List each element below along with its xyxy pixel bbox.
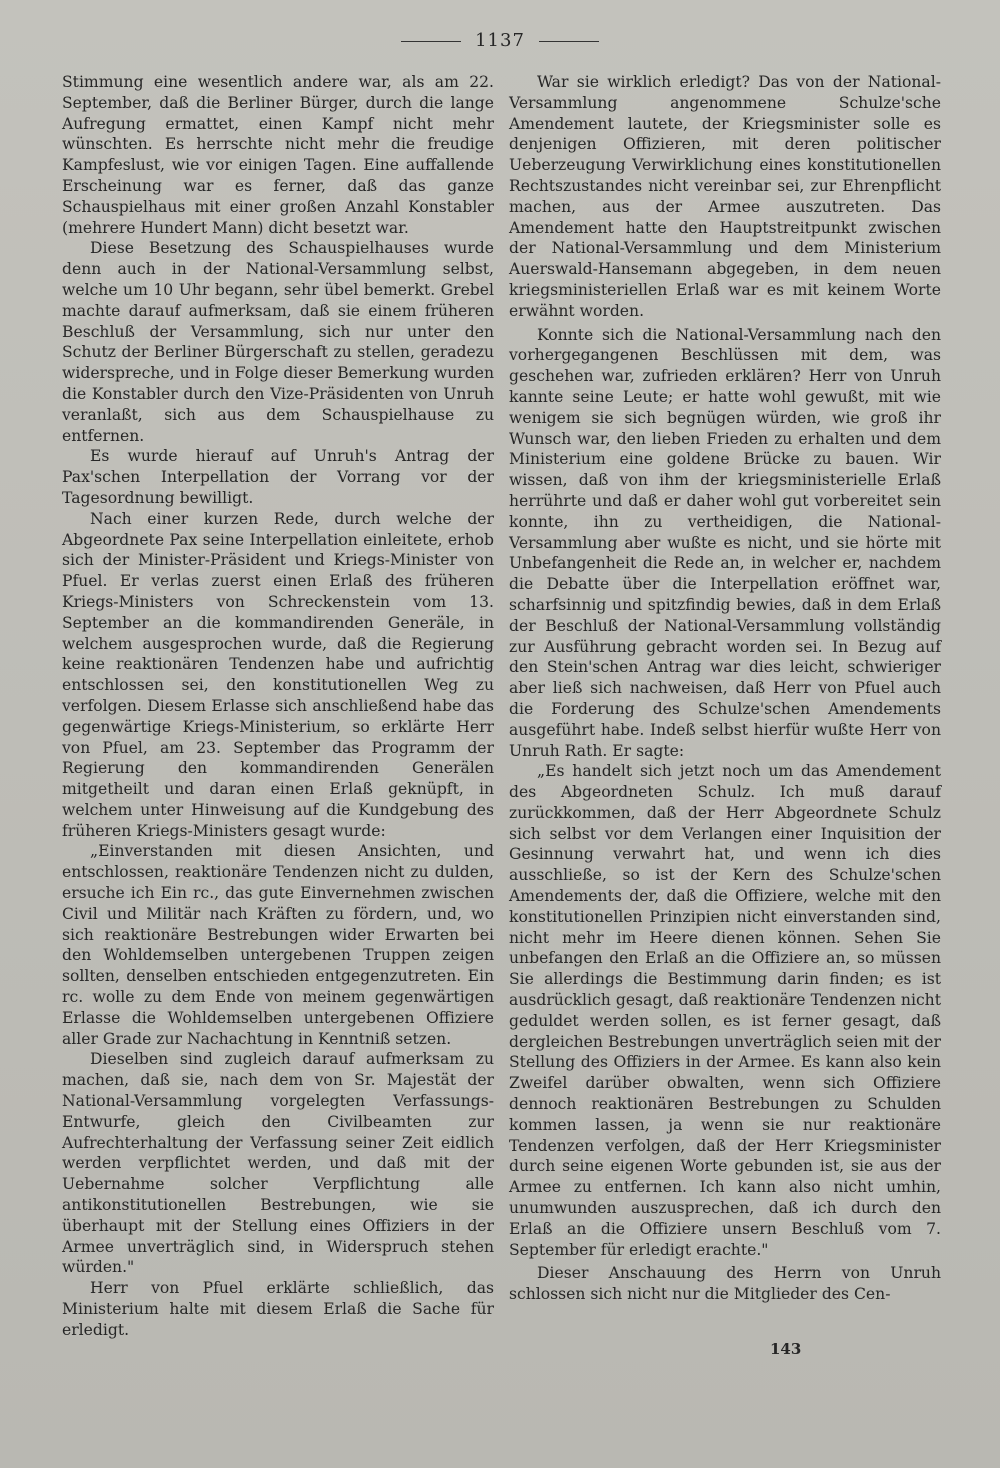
quoted-paragraph: „Es handelt sich jetzt noch um das Amendement des Abgeordneten Schulz. Ich muß darauf zurückkommen, daß der Herr Abgeordnete Schulz sich selbst vor dem Verlangen einer Inquisition der Gesinnung verwahrt hat, und wenn ich dies ausschließe, so ist der Kern des Schulze'schen Amendements der, daß die Offiziere, welche mit den konstitutionellen Prinzipien nicht einverstanden sind, nicht mehr im Heere dienen können. Sehen Sie unbefangen den Erlaß an die Offiziere an, so müssen Sie allerdings die Bestimmung darin finden; es ist ausdrücklich gesagt, daß reaktionäre Tendenzen nicht geduldet werden sollen, es ist ferner gesagt, daß dergleichen Bestrebungen unverträglich seien mit der Stellung des Offiziers in der Armee. Es kann also kein Zweifel darüber obwalten, wenn sich Offiziere dennoch reaktionären Bestrebungen zu Schulden kommen lassen, ja wenn sie nur reaktionäre Tendenzen verfolgen, daß der Herr Kriegsminister durch seine eigenen Worte gebunden ist, sie aus der Armee zu entfernen. Ich kann also nicht umhin, unumwunden auszusprechen, daß ich durch den Erlaß an die Offiziere unsern Beschluß vom 7. September für erledigt erachte." (509, 762, 941, 1259)
signature-mark: 143 (770, 1340, 802, 1358)
paragraph: Nach einer kurzen Rede, durch welche der Abgeordnete Pax seine Interpellation einleitete, erhob sich der Minister-Präsident und Kriegs-Minister von Pfuel. Er verlas zuerst einen Erlaß des früheren Kriegs-Ministers von Schreckenstein vom 13. September an die kommandirenden Generäle, in welchem ausgesprochen wurde, daß die Regierung keine reaktionären Tendenzen habe und aufrichtig entschlossen sei, den konstitutionellen Weg zu verfolgen. Diesem Erlasse sich anschließend habe das gegenwärtige Kriegs-Ministerium, so erklärte Herr von Pfuel, am 23. September das Programm der Regierung den kommandirenden Generälen mitgetheilt und daran einen Erlaß geknüpft, in welchem unter Hinweisung auf die Kundgebung des früheren Kriegs-Ministers gesagt wurde: (62, 509, 494, 840)
quoted-paragraph: Dieselben sind zugleich darauf aufmerksam zu machen, daß sie, nach dem von Sr. Majestät der National-Versammlung vorgelegten Verfassungs-Entwurfe, gleich den Civilbeamten zur Aufrechterhaltung der Verfassung seiner Zeit eidlich werden verpflichtet werden, und daß mit der Uebernahme solcher Verpflichtung alle antikonstitutionellen Bestrebungen, wie sie überhaupt mit der Stellung eines Offiziers in der Armee unverträglich sind, in Widerspruch stehen würden." (62, 1050, 494, 1277)
right-column (509, 72, 941, 1305)
paragraph: Es wurde hierauf auf Unruh's Antrag der Pax'schen Interpellation der Vorrang vor der Tagesordnung bewilligt. (62, 447, 494, 507)
page-number: 1137 (475, 30, 525, 51)
paragraph: Diese Besetzung des Schauspielhauses wurde denn auch in der National-Versammlung selbst, welche um 10 Uhr begann, sehr übel bemerkt. Grebel machte darauf aufmerksam, daß sie einem früheren Beschluß der Versammlung, sich nur unter den Schutz der Berliner Bürgerschaft zu stellen, geradezu widerspreche, und in Folge dieser Bemerkung wurden die Konstabler durch den Vize-Präsidenten von Unruh veranlaßt, sich aus dem Schauspielhause zu entfernen. (62, 239, 494, 445)
quoted-paragraph: „Einverstanden mit diesen Ansichten, und entschlossen, reaktionäre Tendenzen nicht zu dulden, ersuche ich Ein rc., das gute Einvernehmen zwischen Civil und Militär nach Kräften zu fördern, und, wo sich reaktionäre Bestrebungen wider Erwarten bei den Wohldemselben untergebenen Truppen zeigen sollten, denselben entschieden entgegenzutreten. Ein rc. wolle zu dem Ende von meinem gegenwärtigen Erlasse die Wohldemselben untergebenen Offiziere aller Grade zur Nachachtung in Kenntniß setzen. (62, 842, 494, 1048)
paragraph: Stimmung eine wesentlich andere war, als am 22. September, daß die Berliner Bürger, durch die lange Aufregung ermattet, einen Kampf nicht mehr wünschten. Es herrschte nicht mehr die freudige Kampfeslust, wie vor einigen Tagen. Eine auffallende Erscheinung war es ferner, daß das ganze Schauspielhaus mit einer großen Anzahl Konstabler (mehrere Hundert Mann) dicht besetzt war. (62, 73, 494, 237)
paragraph: Herr von Pfuel erklärte schließlich, das Ministerium halte mit diesem Erlaß die Sache für erledigt. (62, 1279, 494, 1339)
header-rule-right (539, 41, 599, 42)
paragraph: Dieser Anschauung des Herrn von Unruh schlossen sich nicht nur die Mitglieder des Cen- (509, 1264, 941, 1304)
header-rule-left (401, 41, 461, 42)
page-header (0, 30, 1000, 51)
left-column (62, 72, 494, 1341)
paragraph: War sie wirklich erledigt? Das von der National-Versammlung angenommene Schulze'sche Amendement lautete, der Kriegsminister solle es denjenigen Offizieren, mit deren politischer Ueberzeugung Verwirklichung eines konstitutionellen Rechtszustandes nicht vereinbar sei, zur Ehrenpflicht machen, aus der Armee auszutreten. Das Amendement hatte den Hauptstreitpunkt zwischen der National-Versammlung und dem Ministerium Auerswald-Hansemann abgegeben, in dem neuen kriegsministeriellen Erlaß war es mit keinem Worte erwähnt worden. (509, 73, 941, 320)
paragraph: Konnte sich die National-Versammlung nach den vorhergegangenen Beschlüssen mit dem, was geschehen war, zufrieden erklären? Herr von Unruh kannte seine Leute; er hatte wohl gewußt, mit wie wenigem sie sich begnügen würden, wie groß ihr Wunsch war, den lieben Frieden zu erhalten und dem Ministerium eine goldene Brücke zu bauen. Wir wissen, daß von ihm der kriegsministerielle Erlaß herrührte und daß er daher wohl gut vorbereitet sein konnte, ihn zu vertheidigen, die National-Versammlung aber wußte es nicht, und sie hörte mit Unbefangenheit die Rede an, in welcher er, nachdem die Debatte über die Interpellation eröffnet war, scharfsinnig und spitzfindig bewies, daß in dem Erlaß der Beschluß der National-Versammlung vollständig zur Ausführung gebracht worden sei. In Bezug auf den Stein'schen Antrag war dies leicht, schwieriger aber ließ sich nachweisen, daß Herr von Pfuel auch die Forderung des Schulze'schen Amendements ausgeführt habe. Indeß selbst hierfür wußte Herr von Unruh Rath. Er sagte: (509, 325, 941, 760)
